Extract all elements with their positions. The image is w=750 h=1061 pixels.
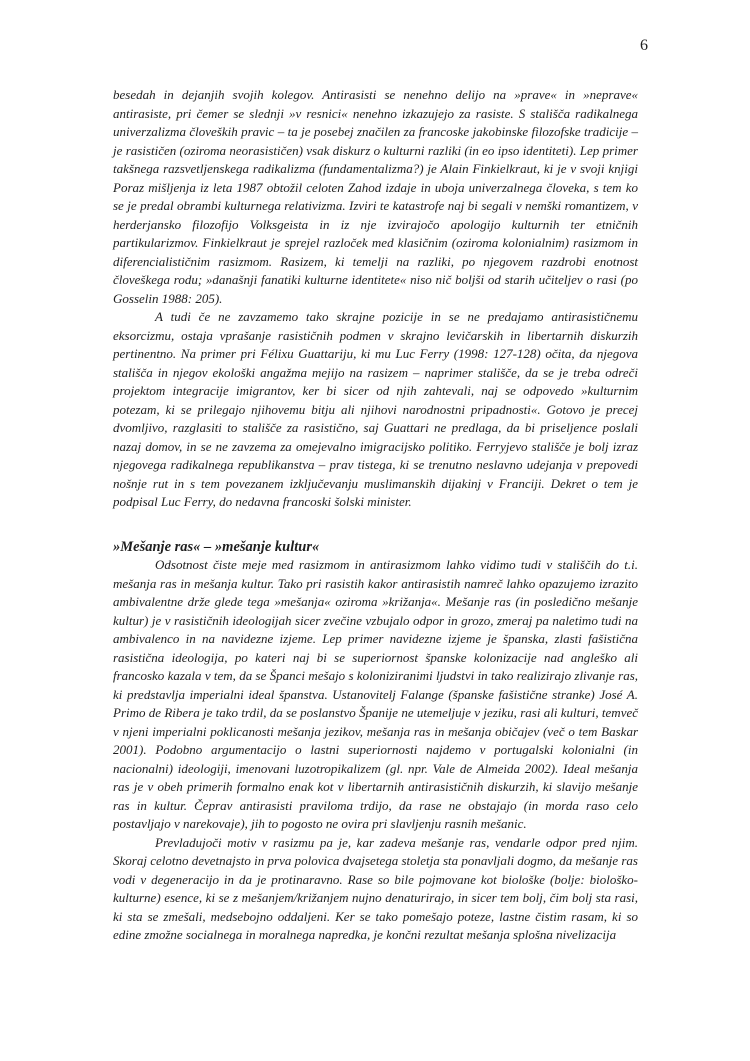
page-number: 6 [640, 37, 648, 54]
section-heading: »Mešanje ras« – »mešanje kultur« [113, 538, 320, 555]
body-paragraph-continuation: besedah in dejanjih svojih kolegov. Antirasisti se nenehno delijo na »prave« in »neprave« antirasiste, pri čemer se slednji »v resnici« nenehno izkazujejo za rasiste. S stališča radikalnega univerzalizma človeških pravic – ta je posebej značilen za francoske jakobinske filozofske tradicije – je rasističen (oziroma neorasističen) vsak diskurz o kulturni razliki (in eo ipso identiteti). Lep primer takšnega razsvetljenskega radikalizma (fundamentalizma?) je Alain Finkielkraut, ki je v svoji knjigi Poraz mišljenja iz leta 1987 obtožil celoten Zahod izdaje in uboja univerzalnega človeka, s tem ko se je predal obrambi kulturnega relativizma. Izviri te katastrofe naj bi segali v nemški romantizem, v herderjansko filozofijo Volksgeista in iz nje izvirajočo apologijo kulturnih ter etničnih partikularizmov. Finkielkraut je sprejel razloček med klasičnim (oziroma kolonialnim) rasizmom in diferencialističnim rasizmom. Rasizem, ki temelji na razliki, po njegovem razdrobi enotnost človeškega rodu; »današnji fanatiki kulturne identitete« niso nič boljši od starih učiteljev o rasi (po Gosselin 1988: 205). [113, 87, 638, 306]
body-paragraph: Odsotnost čiste meje med rasizmom in antirasizmom lahko vidimo tudi v stališčih do t.i. mešanja ras in mešanja kultur. Tako pri rasistih kakor antirasistih namreč lahko opazujemo izrazito ambivalentne drže glede tega »mešanja« oziroma »križanja«. Mešanje ras (in posledično mešanje kultur) je v rasističnih ideologijah sicer zvečine vzbujalo odpor in grozo, zmeraj pa naletimo tudi na ambivalenco in na navidezne izjeme. Lep primer navidezne izjeme je španska, zlasti fašistična rasistična ideologija, po kateri naj bi se superiornost španske kolonizacije nad angleško ali francosko kazala v tem, da se Španci mešajo s koloniziranimi ljudstvi in tako realizirajo zlivanje ras, ki predstavlja imperialni ideal španstva. Ustanovitelj Falange (španske fašistične stranke) José A. Primo de Ribera je tako trdil, da se poslanstvo Španije ne utemeljuje v jeziku, rasi ali kulturi, temveč v njeni imperialni poklicanosti mešanja jezikov, mešanja ras in mešanja običajev (več o tem Baskar 2001). Podobno argumentacijo o lastni superiornosti najdemo v portugalski kolonialni (in nacionalni) ideologiji, imenovani luzotropikalizem (gl. npr. Vale de Almeida 2002). Ideal mešanja ras je v obeh primerih formalno enak kot v libertarnih antirasističnih diskurzih, ki slavijo mešanje ras in kultur. Čeprav antirasisti praviloma trdijo, da rase ne obstajajo (in morda raso celo postavljajo v narekovaje), jih to pogosto ne ovira pri slavljenju rasnih mešanic. [113, 557, 638, 831]
body-paragraph: A tudi če ne zavzamemo tako skrajne pozicije in se ne predajamo antirasističnemu eksorcizmu, ostaja vprašanje rasističnih podmen v skrajno levičarskih in libertarnih diskurzih pertinentno. Na primer pri Félixu Guattariju, ki mu Luc Ferry (1998: 127-128) očita, da njegova stališča in njegov ekološki angažma mejijo na rasizem – naprimer stališče, da se je treba odreči projektom integracije imigrantov, ker bi sicer od njih zahtevali, naj se odpovedo »kulturnim potezam, ki se prilegajo njihovemu bitju ali njihovi narodnostni pripadnosti«. Gotovo je precej dvomljivo, razglasiti to stališče za rasistično, saj Guattari ne predlaga, da bi priseljence poslali nazaj domov, in se ne zavzema za omejevalno imigracijsko politiko. Ferryjevo stališče je bolj izraz njegovega radikalnega republikanstva – prav tistega, ki se trenutno neslavno udejanja v prepovedi nošnje rut in s tem povezanem izključevanju muslimanskih dijakinj v Franciji. Dekret o tem je podpisal Luc Ferry, do nedavna francoski šolski minister. [113, 309, 638, 509]
body-paragraph: Prevladujoči motiv v rasizmu pa je, kar zadeva mešanje ras, vendarle odpor pred njim. Skoraj celotno devetnajsto in prva polovica dvajsetega stoletja sta ponavljali dogmo, da mešanje ras vodi v degeneracijo in da je protinaravno. Rase so bile pojmovane kot biološke (bolje: biološko-kulturne) esence, ki se z mešanjem/križanjem nujno denaturirajo, in sicer tem bolj, čim bolj sta rasi, ki sta se zmešali, medsebojno oddaljeni. Ker se tako pomešajo poteze, lastne čistim rasam, ki so edine zmožne socialnega in moralnega napredka, je končni rezultat mešanja splošna nivelizacija [113, 834, 638, 942]
page-content [113, 86, 638, 945]
